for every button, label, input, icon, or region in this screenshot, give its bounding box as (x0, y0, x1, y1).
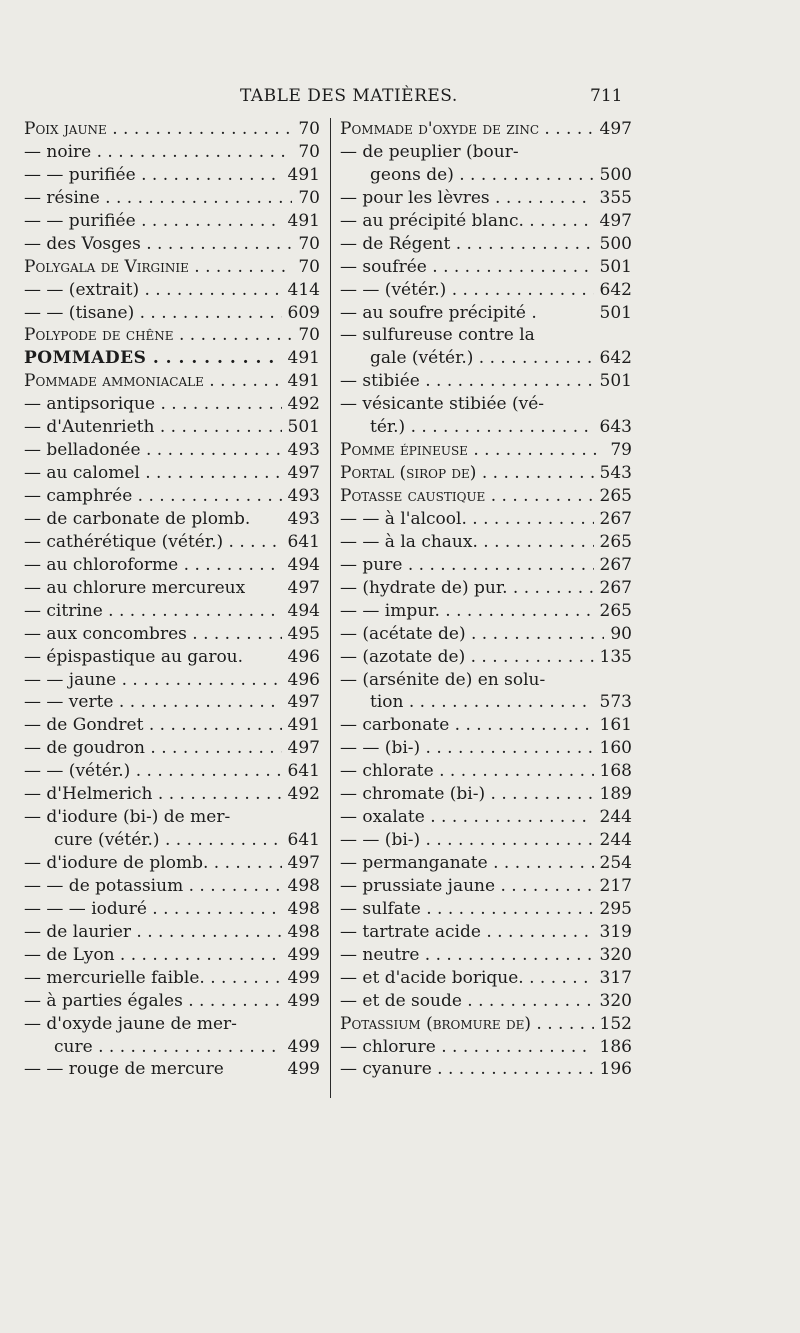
index-entry (24, 279, 320, 302)
entry-page-number: 267 (594, 577, 632, 600)
entry-page-number: 494 (282, 600, 320, 623)
entry-label: — tartrate acide . . . (340, 921, 632, 944)
index-entry (24, 416, 320, 439)
entry-page-number: 641 (282, 531, 320, 554)
entry-label: — d'iodure (bi-) de mer- (24, 807, 231, 828)
index-entry (340, 164, 632, 187)
entry-page-number: 491 (282, 714, 320, 737)
entry-label: — prussiate jaune . . . (340, 875, 632, 898)
index-entry (24, 691, 320, 714)
index-entry (340, 600, 632, 623)
entry-label: — — — ioduré . . . (24, 898, 320, 921)
entry-page-number: 573 (594, 691, 632, 714)
entry-label: — de carbonate de plomb. (24, 508, 251, 529)
entry-label: — d'Autenrieth . . . (24, 416, 320, 439)
entry-page-number: 70 (292, 324, 320, 347)
entry-page-number: 500 (594, 164, 632, 187)
entry-page-number: 90 (604, 623, 632, 646)
entry-page-number: 265 (594, 531, 632, 554)
entry-page-number: 265 (594, 600, 632, 623)
entry-page-number: 642 (594, 347, 632, 370)
index-entry (340, 829, 632, 852)
entry-label: — de goudron . . . (24, 737, 320, 760)
index-entry (24, 141, 320, 164)
entry-label: — — jaune . . . (24, 669, 320, 692)
entry-label: — — purifiée . . . (24, 164, 320, 187)
entry-label: — épispastique au garou. (24, 646, 244, 667)
entry-page-number: 186 (594, 1036, 632, 1059)
entry-label: — résine . . . (24, 187, 320, 210)
entry-label: — de Lyon . . . (24, 944, 320, 967)
entry-label: — cyanure . . . (340, 1058, 632, 1081)
entry-label: — chromate (bi-) . . . (340, 783, 632, 806)
entry-page-number: 498 (282, 921, 320, 944)
index-entry (340, 485, 632, 508)
index-entry (340, 508, 632, 531)
entry-label: — — à la chaux. . . . (340, 531, 632, 554)
index-entry (24, 462, 320, 485)
entry-label: — sulfate . . . (340, 898, 632, 921)
index-entry (24, 118, 320, 141)
entry-page-number: 319 (594, 921, 632, 944)
entry-page-number: 295 (594, 898, 632, 921)
entry-page-number: 499 (282, 1036, 320, 1059)
index-entry (24, 737, 320, 760)
entry-label: — neutre . . . (340, 944, 632, 967)
index-entry (24, 898, 320, 921)
entry-label: Polygala de Virginie . . . (24, 256, 320, 279)
index-column-right (340, 118, 632, 1081)
index-entry (24, 600, 320, 623)
entry-label: — d'Helmerich . . . (24, 783, 320, 806)
entry-label: — chlorate . . . (340, 760, 632, 783)
entry-label: — au chlorure mercureux (24, 577, 246, 598)
entry-label: — (arsénite de) en solu- (340, 669, 546, 690)
index-entry (340, 324, 632, 347)
index-entry (24, 669, 320, 692)
index-entry (340, 806, 632, 829)
entry-page-number: 161 (594, 714, 632, 737)
index-entry (340, 577, 632, 600)
index-entry (340, 1058, 632, 1081)
entry-page-number: 497 (282, 462, 320, 485)
index-entry (24, 233, 320, 256)
index-entry (24, 760, 320, 783)
entry-label: — (azotate de) . . . (340, 646, 632, 669)
entry-page-number: 543 (594, 462, 632, 485)
index-entry (340, 531, 632, 554)
index-entry (340, 898, 632, 921)
entry-page-number: 499 (282, 967, 320, 990)
page-title: TABLE DES MATIÈRES. (240, 86, 458, 106)
index-entry (24, 806, 320, 829)
index-entry (24, 875, 320, 898)
index-entry (340, 760, 632, 783)
entry-page-number: 189 (594, 783, 632, 806)
entry-page-number: 493 (282, 508, 320, 531)
entry-label: — et de soude . . . (340, 990, 632, 1013)
entry-label: Pomme épineuse . . . (340, 439, 632, 462)
entry-page-number: 70 (292, 256, 320, 279)
entry-page-number: 267 (594, 554, 632, 577)
entry-page-number: 497 (594, 210, 632, 233)
entry-label: — (hydrate de) pur. . . . (340, 577, 632, 600)
entry-label: — de peuplier (bour- (340, 141, 519, 162)
entry-label: — d'oxyde jaune de mer- (24, 1013, 237, 1034)
entry-page-number: 496 (282, 669, 320, 692)
index-entry (340, 439, 632, 462)
index-entry (24, 783, 320, 806)
entry-page-number: 494 (282, 554, 320, 577)
entry-label: — belladonée . . . (24, 439, 320, 462)
index-entry (340, 279, 632, 302)
index-entry (340, 256, 632, 279)
entry-page-number: 496 (282, 646, 320, 669)
entry-page-number: 491 (282, 347, 320, 370)
index-entry (24, 1013, 320, 1036)
entry-label: — antipsorique . . . (24, 393, 320, 416)
entry-page-number: 168 (594, 760, 632, 783)
index-entry (24, 829, 320, 852)
entry-page-number: 217 (594, 875, 632, 898)
entry-page-number: 501 (594, 302, 632, 325)
entry-page-number: 70 (292, 118, 320, 141)
entry-label: Polypode de chêne . . . (24, 324, 320, 347)
page-header (0, 86, 800, 110)
index-entry (340, 783, 632, 806)
index-entry (24, 967, 320, 990)
index-entry (24, 646, 320, 669)
entry-page-number: 244 (594, 806, 632, 829)
index-entry (340, 141, 632, 164)
entry-label: Pommade d'oxyde de zinc . . . (340, 118, 632, 141)
entry-label: gale (vétér.) . . . (370, 347, 632, 370)
entry-page-number: 265 (594, 485, 632, 508)
index-entry (340, 669, 632, 692)
index-entry (340, 370, 632, 393)
entry-label: — chlorure . . . (340, 1036, 632, 1059)
entry-page-number: 493 (282, 485, 320, 508)
index-entry (340, 737, 632, 760)
entry-label: — permanganate . . . (340, 852, 632, 875)
entry-label: — citrine . . . (24, 600, 320, 623)
entry-label: — et d'acide borique. . . . (340, 967, 632, 990)
entry-label: Potasse caustique . . . (340, 485, 632, 508)
entry-label: — soufrée . . . (340, 256, 632, 279)
index-entry (24, 944, 320, 967)
entry-label: — — (tisane) . . . (24, 302, 320, 325)
index-entry (340, 210, 632, 233)
column-divider (330, 118, 331, 1098)
entry-page-number: 609 (282, 302, 320, 325)
entry-label: Pommade ammoniacale . . . (24, 370, 320, 393)
index-entry (340, 416, 632, 439)
index-entry (24, 508, 320, 531)
entry-label: — — (vétér.) . . . (24, 760, 320, 783)
entry-label: — au chloroforme . . . (24, 554, 320, 577)
entry-label: — aux concombres . . . (24, 623, 320, 646)
entry-page-number: 355 (594, 187, 632, 210)
entry-label: Portal (sirop de) . . . (340, 462, 632, 485)
index-entry (24, 187, 320, 210)
entry-page-number: 244 (594, 829, 632, 852)
entry-label: Poix jaune . . . (24, 118, 320, 141)
index-entry (340, 1013, 632, 1036)
entry-page-number: 196 (594, 1058, 632, 1081)
entry-page-number: 491 (282, 164, 320, 187)
entry-label: tion . . . (370, 691, 632, 714)
entry-page-number: 499 (282, 1058, 320, 1081)
index-entry (340, 990, 632, 1013)
entry-page-number: 70 (292, 187, 320, 210)
entry-page-number: 492 (282, 783, 320, 806)
entry-page-number: 414 (282, 279, 320, 302)
index-entry (24, 577, 320, 600)
index-entry (24, 921, 320, 944)
index-entry (24, 370, 320, 393)
entry-label: cure (vétér.) . . . (54, 829, 320, 852)
index-entry (340, 921, 632, 944)
entry-label: cure . . . (54, 1036, 320, 1059)
entry-page-number: 70 (292, 233, 320, 256)
entry-label: — pour les lèvres . . . (340, 187, 632, 210)
entry-page-number: 491 (282, 370, 320, 393)
index-entry (24, 256, 320, 279)
index-entry (340, 187, 632, 210)
entry-label: — au calomel . . . (24, 462, 320, 485)
entry-page-number: 497 (282, 737, 320, 760)
index-entry (340, 233, 632, 256)
index-entry (24, 554, 320, 577)
index-entry (340, 393, 632, 416)
entry-label: — — à l'alcool. . . . (340, 508, 632, 531)
index-entry (24, 324, 320, 347)
entry-page-number: 499 (282, 990, 320, 1013)
entry-label: — — (bi-) . . . (340, 829, 632, 852)
entry-page-number: 501 (594, 370, 632, 393)
entry-page-number: 495 (282, 623, 320, 646)
entry-label: Potassium (bromure de) . . . (340, 1013, 632, 1036)
entry-page-number: 320 (594, 990, 632, 1013)
index-entry (24, 1036, 320, 1059)
entry-page-number: 501 (594, 256, 632, 279)
entry-label: — — (extrait) . . . (24, 279, 320, 302)
entry-label: — pure . . . (340, 554, 632, 577)
entry-label: — — verte . . . (24, 691, 320, 714)
index-entry (340, 714, 632, 737)
index-entry (340, 302, 632, 325)
index-entry (24, 210, 320, 233)
entry-label: — — rouge de mercure (24, 1059, 224, 1080)
entry-page-number: 641 (282, 760, 320, 783)
entry-label: — (acétate de) . . . (340, 623, 632, 646)
entry-label: — de laurier . . . (24, 921, 320, 944)
page-number: 711 (590, 86, 623, 106)
entry-label: — vésicante stibiée (vé- (340, 394, 545, 415)
entry-label: — — purifiée . . . (24, 210, 320, 233)
entry-label: — de Gondret . . . (24, 714, 320, 737)
index-entry (340, 347, 632, 370)
entry-page-number: 135 (594, 646, 632, 669)
index-entry (24, 302, 320, 325)
entry-page-number: 497 (282, 852, 320, 875)
index-entry (24, 347, 320, 370)
index-entry (340, 554, 632, 577)
entry-page-number: 492 (282, 393, 320, 416)
entry-page-number: 500 (594, 233, 632, 256)
entry-label: — sulfureuse contre la (340, 325, 535, 346)
index-entry (340, 118, 632, 141)
entry-page-number: 501 (282, 416, 320, 439)
entry-label: — — (vétér.) . . . (340, 279, 632, 302)
entry-page-number: 79 (604, 439, 632, 462)
index-entry (340, 967, 632, 990)
entry-label: — — impur. . . . (340, 600, 632, 623)
entry-label: — oxalate . . . (340, 806, 632, 829)
entry-page-number: 317 (594, 967, 632, 990)
index-entry (24, 1058, 320, 1081)
entry-page-number: 643 (594, 416, 632, 439)
entry-label: — des Vosges . . . (24, 233, 320, 256)
index-entry (340, 1036, 632, 1059)
entry-page-number: 152 (594, 1013, 632, 1036)
index-entry (340, 462, 632, 485)
entry-label: tér.) . . . (370, 416, 632, 439)
entry-label: — au précipité blanc. . . . (340, 210, 632, 233)
index-entry (340, 852, 632, 875)
entry-label: — carbonate . . . (340, 714, 632, 737)
entry-page-number: 499 (282, 944, 320, 967)
index-entry (24, 531, 320, 554)
index-column-left (24, 118, 320, 1081)
entry-label: — — (bi-) . . . (340, 737, 632, 760)
entry-label: — cathérétique (vétér.) . . . (24, 531, 320, 554)
entry-label: — au soufre précipité . (340, 302, 537, 323)
entry-page-number: 254 (594, 852, 632, 875)
index-entry (24, 623, 320, 646)
index-entry (340, 875, 632, 898)
index-entry (24, 164, 320, 187)
entry-page-number: 498 (282, 898, 320, 921)
entry-label: — de Régent . . . (340, 233, 632, 256)
index-entry (340, 623, 632, 646)
entry-label: POMMADES . . . (24, 347, 320, 370)
entry-label: — noire . . . (24, 141, 320, 164)
entry-page-number: 267 (594, 508, 632, 531)
entry-label: — d'iodure de plomb. . . . (24, 852, 320, 875)
index-entry (340, 646, 632, 669)
index-entry (340, 691, 632, 714)
entry-page-number: 320 (594, 944, 632, 967)
index-entry (24, 485, 320, 508)
index-entry (340, 944, 632, 967)
entry-page-number: 497 (594, 118, 632, 141)
entry-label: — stibiée . . . (340, 370, 632, 393)
entry-label: — — de potassium . . . (24, 875, 320, 898)
entry-page-number: 497 (282, 577, 320, 600)
entry-label: — camphrée . . . (24, 485, 320, 508)
index-entry (24, 852, 320, 875)
entry-label: — à parties égales . . . (24, 990, 320, 1013)
entry-page-number: 498 (282, 875, 320, 898)
index-entry (24, 714, 320, 737)
entry-page-number: 160 (594, 737, 632, 760)
entry-page-number: 642 (594, 279, 632, 302)
entry-page-number: 493 (282, 439, 320, 462)
index-entry (24, 990, 320, 1013)
entry-page-number: 491 (282, 210, 320, 233)
entry-label: — mercurielle faible. . . . (24, 967, 320, 990)
index-entry (24, 439, 320, 462)
index-entry (24, 393, 320, 416)
entry-page-number: 497 (282, 691, 320, 714)
entry-label: geons de) . . . (370, 164, 632, 187)
entry-page-number: 641 (282, 829, 320, 852)
entry-page-number: 70 (292, 141, 320, 164)
